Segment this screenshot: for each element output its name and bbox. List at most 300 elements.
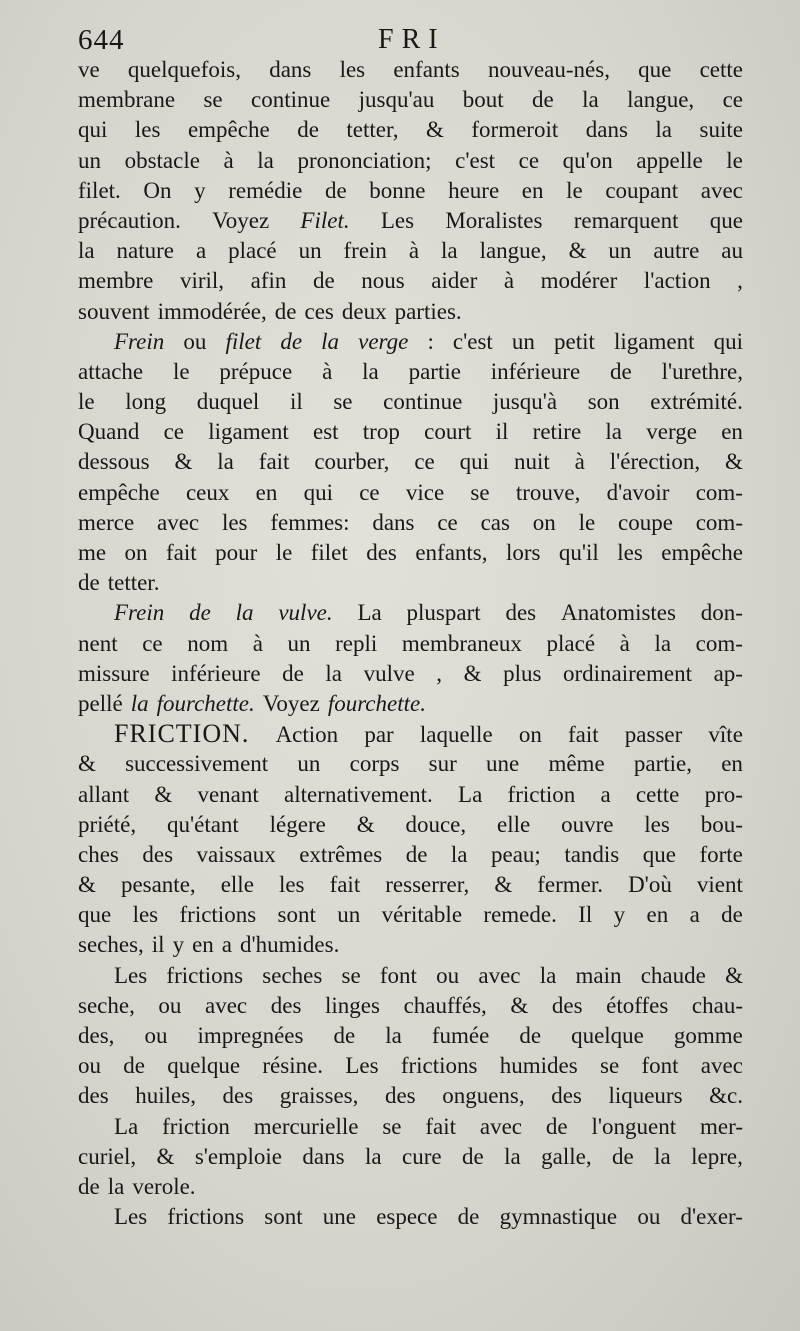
text-line (78, 1112, 743, 1142)
word: & (494, 872, 513, 898)
word: une (322, 1204, 356, 1230)
word: & (510, 992, 529, 1018)
word: cette (699, 57, 743, 82)
word: ce (142, 630, 163, 656)
word: des (78, 1083, 109, 1109)
word: son (587, 389, 620, 415)
word: fourchette. (327, 690, 426, 716)
word: aider (431, 268, 478, 294)
word: frictions (400, 1053, 478, 1079)
word: ou (637, 1204, 661, 1230)
text-line (78, 719, 743, 749)
word: inférieure (171, 660, 261, 686)
word: que (709, 207, 743, 233)
word: fait (258, 449, 290, 475)
text-line (78, 689, 743, 719)
word: frictions (166, 962, 244, 988)
word: enfants (393, 57, 460, 82)
word: Frein (114, 328, 165, 354)
word: onguens, (442, 1083, 525, 1109)
word: au (721, 238, 743, 264)
body-text (78, 55, 743, 1232)
word: que (642, 841, 676, 867)
word: successivement (125, 751, 269, 777)
word: deux (341, 298, 387, 324)
word: ce (437, 509, 458, 535)
word: à (252, 630, 263, 656)
word: membre (78, 268, 154, 294)
word: verge (646, 419, 697, 445)
word: de (721, 902, 743, 928)
word: tetter. (107, 570, 160, 596)
running-title: FRI (378, 24, 446, 55)
word: remede. (483, 902, 557, 928)
word: D'où (628, 872, 672, 898)
word: des (551, 992, 583, 1018)
word: se (333, 389, 353, 415)
word: en (646, 902, 669, 928)
word: l'érection, (609, 449, 701, 475)
word: résine. (262, 1053, 324, 1079)
text-line (78, 1202, 743, 1232)
word: ligament (614, 328, 695, 354)
word: à (408, 238, 420, 264)
word: friction (507, 781, 576, 807)
word: peau; (491, 841, 541, 867)
word: se (600, 1053, 620, 1079)
word: continue (251, 87, 331, 113)
word: le (275, 540, 293, 565)
word: la (605, 419, 623, 445)
word: d'avoir (606, 479, 670, 505)
text-line (78, 417, 743, 447)
word: & (725, 962, 743, 988)
text-line (78, 447, 743, 477)
word: courber, (314, 449, 390, 475)
word: laquelle (419, 722, 493, 748)
word: mer- (700, 1113, 743, 1139)
text-line (78, 629, 743, 659)
word: liqueurs (608, 1083, 683, 1109)
word: com- (695, 479, 743, 505)
word: afin (250, 268, 287, 294)
word: qui (713, 328, 743, 354)
word: filet (225, 328, 262, 354)
word: Voyez (212, 207, 270, 233)
word: des (270, 992, 302, 1018)
word: retire (532, 419, 582, 445)
word: de (405, 841, 428, 867)
word: c'est (455, 147, 496, 173)
word: de (297, 117, 319, 143)
word: seches (262, 962, 323, 988)
word: un (298, 238, 322, 264)
word: les (221, 509, 248, 535)
word: la (441, 238, 458, 264)
word: de (280, 328, 303, 354)
word: bou- (700, 811, 743, 837)
word: verge (358, 328, 409, 354)
word: dans (585, 117, 628, 143)
word: un (511, 328, 535, 354)
word: un (608, 238, 632, 264)
word: alternativement. (284, 781, 433, 807)
word: des, (78, 1023, 115, 1048)
word: frictions (179, 902, 257, 928)
word: ce (722, 87, 743, 113)
word: huiles, (135, 1083, 196, 1109)
word: de (532, 87, 554, 113)
word: extrêmes (299, 841, 383, 867)
word: dans (372, 509, 415, 535)
word: Anatomistes (560, 600, 676, 626)
word: forte (699, 841, 743, 867)
word: partie (408, 358, 461, 384)
text-line (78, 1142, 743, 1172)
word: y (194, 177, 206, 203)
word: les (339, 57, 366, 82)
text-line (78, 659, 743, 689)
word: la (325, 660, 343, 686)
word: Les (114, 962, 148, 988)
word: Voyez (262, 690, 320, 716)
word: en (255, 479, 278, 505)
word: à (574, 449, 585, 475)
word: en (521, 177, 544, 203)
word: ches (78, 841, 119, 867)
word: missure (78, 660, 150, 686)
word: , (737, 268, 743, 294)
word: La (458, 781, 483, 807)
word: quelque (167, 1053, 241, 1079)
word: a (221, 932, 232, 958)
word: espece (376, 1204, 438, 1230)
word: vient (696, 872, 743, 898)
word: parties. (394, 298, 462, 324)
word: y (172, 932, 185, 958)
word: frictions (167, 1204, 245, 1230)
text-line (78, 266, 743, 296)
word: de (324, 177, 347, 203)
text-line (78, 780, 743, 810)
text-line (78, 749, 743, 779)
word: avec (700, 177, 743, 203)
word: se (470, 479, 490, 505)
word: Les (345, 1053, 379, 1079)
word: langue, (479, 238, 547, 264)
word: de (123, 1053, 145, 1079)
word: il (151, 932, 165, 958)
word: avec (700, 1053, 743, 1079)
word: ligament (208, 419, 289, 445)
word: un (287, 630, 311, 656)
word: qui (459, 449, 490, 475)
word: & (725, 449, 743, 475)
word: des (222, 1083, 254, 1109)
word: remédie (228, 177, 303, 203)
word: c'est (452, 328, 493, 354)
word: qu'étant (166, 811, 239, 837)
word: avec (205, 992, 248, 1018)
word: ve (78, 57, 100, 82)
word: pluspart (406, 600, 481, 626)
word: attache (78, 358, 144, 384)
word: font (641, 1053, 679, 1079)
word: ou (436, 962, 460, 988)
word: sont (264, 1204, 303, 1230)
word: curiel, (78, 1143, 137, 1169)
word: s'emploie (194, 1143, 282, 1169)
text-line (78, 297, 743, 327)
word: nom (187, 630, 229, 656)
word: dessous (78, 449, 150, 475)
word: des (551, 1083, 582, 1109)
word: la (654, 630, 672, 656)
word: un (337, 902, 361, 928)
word: a (689, 902, 700, 928)
word: la (321, 328, 340, 354)
word: la (539, 962, 557, 988)
word: heure (448, 177, 500, 203)
word: frein (343, 238, 387, 264)
text-line (78, 870, 743, 900)
word: de (189, 600, 211, 626)
word: elle (497, 811, 531, 837)
word: les (617, 540, 643, 565)
word: l'onguent (591, 1113, 677, 1139)
word: la (362, 358, 379, 384)
word: petit (554, 328, 595, 354)
word: La (357, 600, 382, 626)
word: douce, (405, 811, 467, 837)
word: Frein (114, 600, 165, 626)
word: la (364, 1143, 382, 1169)
word: fumée (431, 1023, 490, 1048)
word: filet. (78, 177, 121, 203)
word: seches, (78, 932, 144, 958)
word: à (223, 147, 234, 173)
word: formeroit (471, 117, 559, 143)
word: il (495, 419, 509, 445)
word: & (568, 238, 587, 264)
word: que (78, 902, 112, 928)
word: tandis (564, 841, 620, 867)
word: on (532, 509, 556, 535)
word: chau- (691, 992, 743, 1018)
word: Moralistes (445, 207, 543, 233)
word: un (297, 751, 321, 777)
word: & (78, 751, 96, 777)
text-line (78, 176, 743, 206)
word: des (366, 540, 397, 565)
word: nent (78, 630, 118, 656)
word: & (356, 811, 375, 837)
word: suite (699, 117, 743, 143)
word: pro- (704, 781, 743, 807)
word: nous (361, 268, 405, 294)
word: la (450, 841, 468, 867)
word: a (600, 781, 611, 807)
word: dans (302, 1143, 345, 1169)
word: lepre, (691, 1143, 743, 1169)
word: à (322, 358, 333, 384)
word: & (425, 117, 444, 143)
word: fait (567, 722, 599, 748)
word: fourchette. (156, 690, 255, 716)
word: fait (329, 872, 361, 898)
text-line (78, 478, 743, 508)
word: court (424, 419, 472, 445)
text-line (78, 538, 743, 568)
word: fait (425, 1113, 457, 1139)
word: de (611, 1143, 634, 1169)
text-line (78, 568, 743, 598)
text-line (78, 1081, 743, 1111)
word: qui (303, 479, 333, 505)
word: de (461, 1143, 484, 1169)
word: cette (635, 781, 680, 807)
text-line (78, 810, 743, 840)
word: le (726, 147, 743, 173)
word: Les (114, 1204, 148, 1230)
word: empêche (78, 479, 160, 505)
word: sont (277, 902, 316, 928)
word: ou (158, 992, 182, 1018)
word: la (217, 449, 234, 475)
text-line (78, 961, 743, 991)
word: quelque (571, 1023, 644, 1048)
text-line (78, 146, 743, 176)
text-line (78, 115, 743, 145)
word: passer (624, 722, 683, 748)
word: la (107, 1173, 125, 1199)
text-line (78, 991, 743, 1021)
word: FRICTION. (114, 719, 250, 749)
word: en (192, 932, 214, 958)
word: La (114, 1113, 139, 1139)
word: empêche (661, 540, 743, 565)
word: des (384, 1083, 416, 1109)
word: que (638, 57, 672, 82)
word: lors (505, 540, 541, 565)
word: font (379, 962, 417, 988)
word: partie, (633, 751, 692, 777)
word: l'urethre, (661, 358, 743, 384)
word: pesante, (120, 872, 196, 898)
word: quelquefois, (127, 57, 241, 82)
word: & (174, 449, 193, 475)
word: elle (220, 872, 254, 898)
word: ces (304, 298, 334, 324)
text-line (78, 1172, 743, 1202)
word: étoffes (606, 992, 669, 1018)
word: les (644, 811, 670, 837)
word: vaissaux (196, 841, 276, 867)
word: & (156, 1143, 175, 1169)
word: coupe (617, 509, 673, 535)
word: ou (144, 1023, 168, 1048)
word: un (78, 147, 101, 173)
word: on (518, 722, 542, 748)
word: vice (405, 479, 445, 505)
word: gymnastique (499, 1204, 618, 1230)
word: souvent (78, 298, 150, 324)
word: qu'on (562, 147, 613, 173)
word: est (312, 419, 339, 445)
word: fermer. (537, 872, 604, 898)
word: de (545, 1113, 568, 1139)
word: linges (325, 992, 380, 1018)
word: graisses, (279, 1083, 359, 1109)
word: le (172, 358, 190, 384)
word: obstacle (124, 147, 200, 173)
word: vîte (708, 722, 743, 748)
word: qui (78, 117, 108, 143)
word: gomme (673, 1023, 743, 1048)
word: corps (349, 751, 400, 777)
word: me (78, 540, 107, 565)
word: véritable (381, 902, 463, 928)
word: prononciation; (297, 147, 432, 173)
running-head (78, 24, 743, 58)
word: dans (269, 57, 312, 82)
word: impregnées (197, 1023, 304, 1048)
word: ce (359, 479, 380, 505)
word: jusqu'à (492, 389, 558, 415)
word: en (721, 419, 743, 445)
word: ordinairement (563, 660, 693, 686)
text-line (78, 55, 743, 85)
text-line (78, 357, 743, 387)
word: la (504, 1143, 521, 1169)
word: cure (402, 1143, 442, 1169)
word: Filet. (300, 207, 350, 233)
word: la (235, 600, 254, 626)
word: ceux (185, 479, 230, 505)
word: ou (183, 328, 207, 354)
word: sur (428, 751, 457, 777)
text-line (78, 840, 743, 870)
word: l'action (643, 268, 711, 294)
word: inférieure (490, 358, 581, 384)
word: par (364, 722, 394, 748)
word: de (78, 570, 100, 596)
word: se (382, 1113, 402, 1139)
word: le (78, 389, 95, 415)
word: filet (310, 540, 348, 565)
word: & (78, 872, 96, 898)
text-line (78, 1051, 743, 1081)
word: d'exer- (680, 1204, 743, 1230)
page-number: 644 (78, 24, 125, 56)
word: avec (478, 962, 521, 988)
text-line (78, 85, 743, 115)
word: merce (78, 509, 135, 535)
word: de (312, 268, 335, 294)
word: des (505, 600, 537, 626)
word: : (427, 328, 434, 354)
word: com- (695, 630, 743, 656)
word: pellé (78, 690, 123, 716)
word: ce (163, 419, 184, 445)
word: nuit (513, 449, 550, 475)
word: ce (414, 449, 435, 475)
word: de (333, 1023, 356, 1048)
word: allant (78, 781, 130, 807)
word: les (132, 902, 159, 928)
word: de (274, 298, 297, 324)
word: placé (228, 238, 277, 264)
